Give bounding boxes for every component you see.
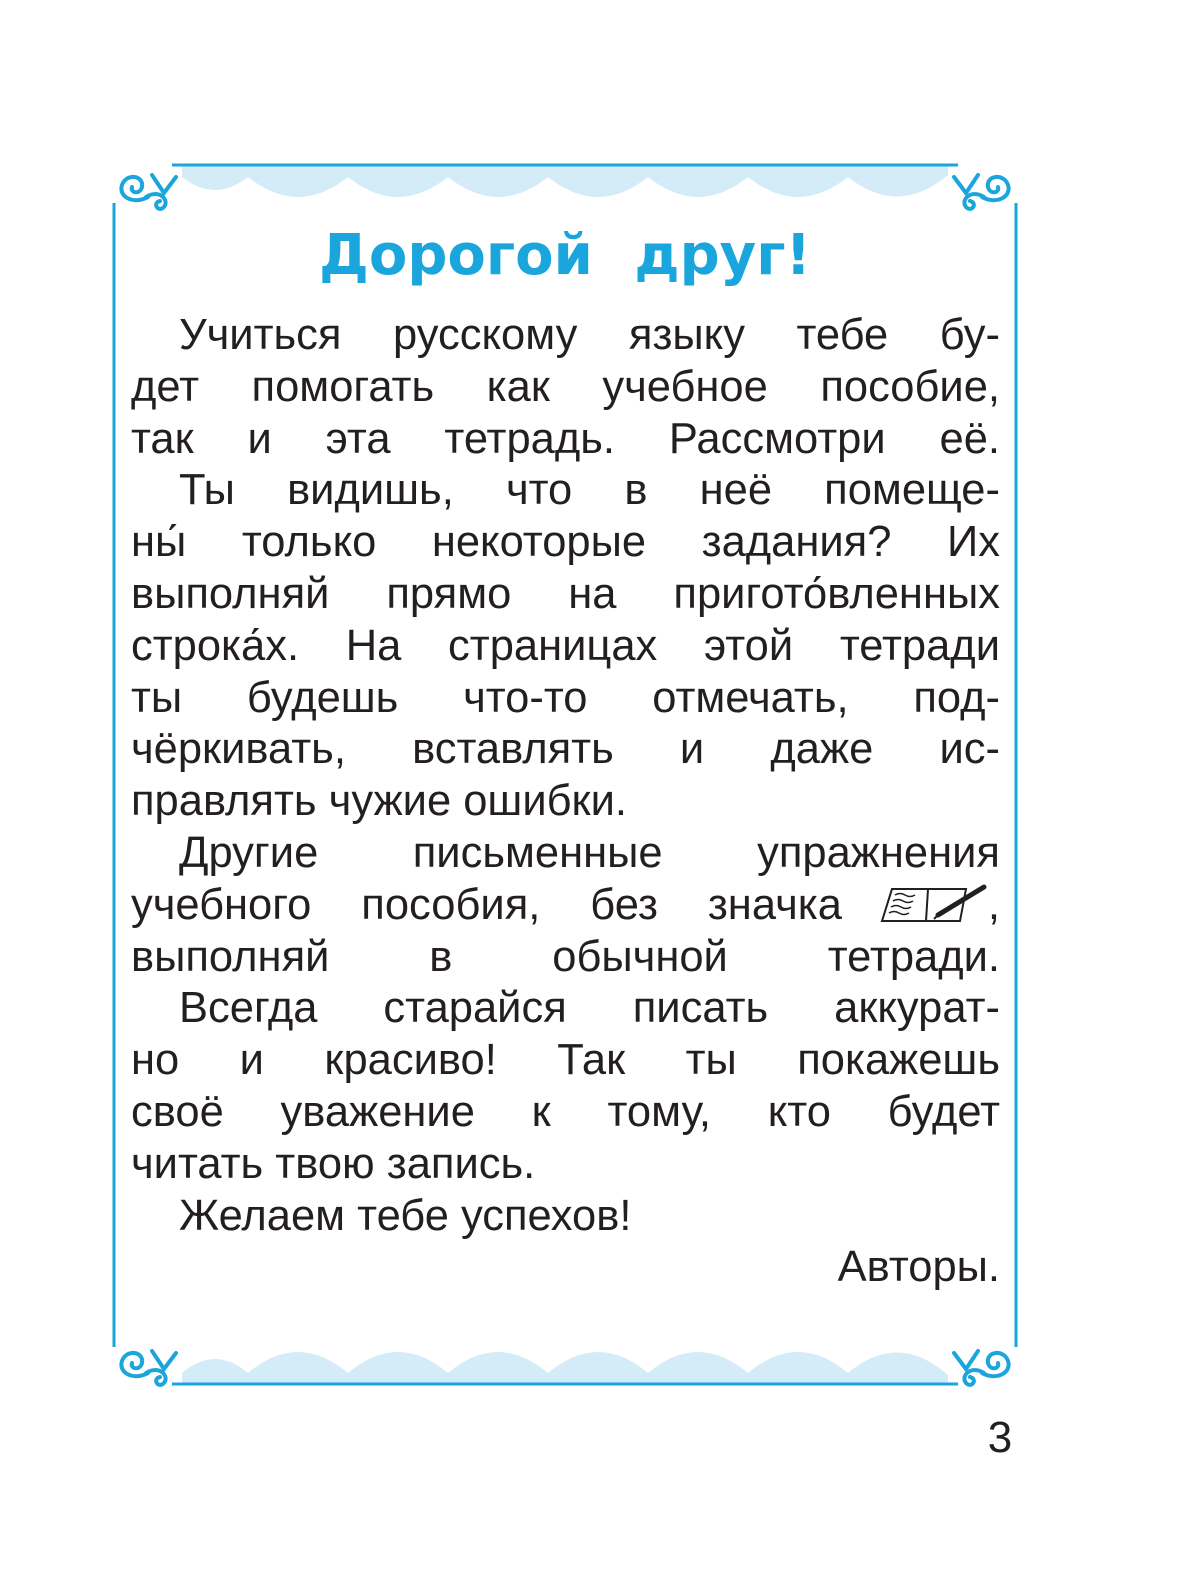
letter-body <box>131 310 1000 1294</box>
curl-ornament-icon <box>121 175 176 209</box>
text-line: выполняй прямо на пригото́вленных <box>131 569 1000 618</box>
text-line: ны́ только некоторые задания? Их <box>131 518 1000 567</box>
notebook-pen-icon <box>876 883 988 927</box>
text-line: дет помогать как учебное пособие, <box>131 362 1000 411</box>
text-line: правлять чужие ошибки. <box>131 777 627 826</box>
page-number: 3 <box>987 1413 1013 1462</box>
text-line: Желаем тебе успехов! <box>179 1191 632 1240</box>
curl-ornament-icon <box>954 175 1009 209</box>
text-line: читать твою запись. <box>131 1139 536 1188</box>
text-line: строка́х. На страницах этой тетради <box>131 621 1000 670</box>
curl-ornament-icon <box>954 1351 1009 1385</box>
comma-fragment: , <box>987 880 1000 929</box>
text-line: Другие письменные упражнения <box>179 828 1000 877</box>
signature: Авторы. <box>837 1243 1000 1292</box>
top-wave-band <box>172 165 958 197</box>
text-line: Учиться русскому языку тебе бу- <box>179 311 1000 359</box>
text-line: ты будешь что-то отмечать, под- <box>131 673 1000 722</box>
text-line: чёркивать, вставлять и даже ис- <box>131 725 1000 774</box>
text-fragment: учебного пособия, без значка <box>131 880 842 929</box>
text-line: но и красиво! Так ты покажешь <box>131 1036 1000 1085</box>
text-line: Ты видишь, что в неё помеще- <box>179 466 1000 515</box>
curl-ornament-icon <box>121 1351 176 1385</box>
text-line: так и эта тетрадь. Рассмотри её. <box>131 414 1000 463</box>
text-line: Всегда старайся писать аккурат- <box>179 984 1000 1033</box>
text-line: своё уважение к тому, кто будет <box>131 1087 1000 1136</box>
page-title: Дорогой друг! <box>319 223 811 288</box>
text-line: выполняй в обычной тетради. <box>131 932 1000 981</box>
text-line-with-icon <box>131 880 1000 932</box>
bottom-wave-band <box>172 1352 958 1384</box>
